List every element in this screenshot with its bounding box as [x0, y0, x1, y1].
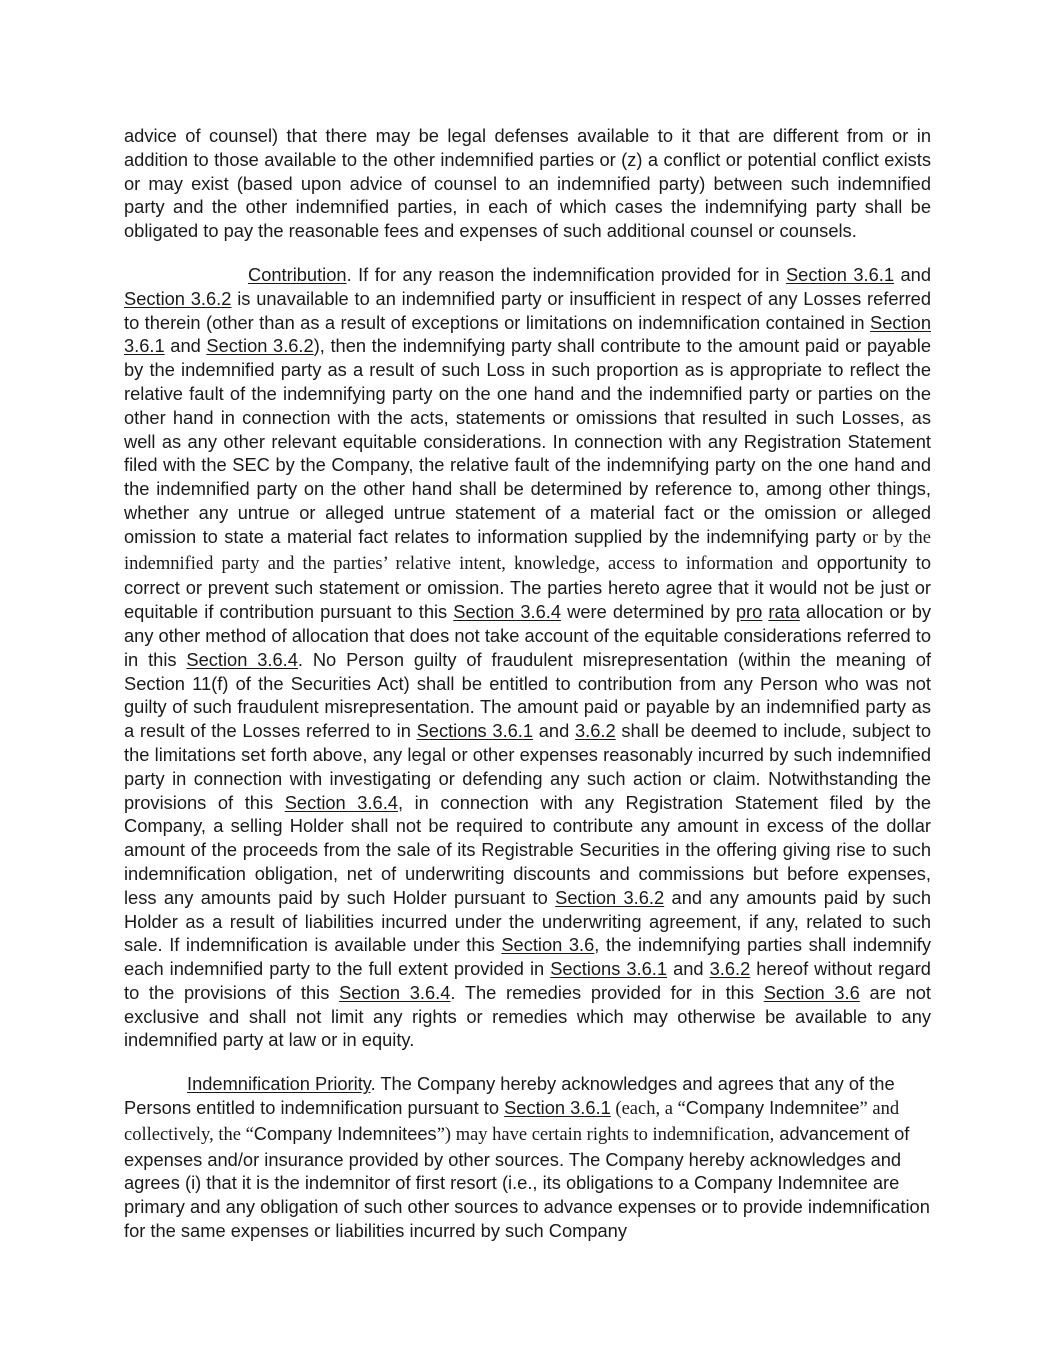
text-run: . No Person guilty of fraudulent misrepresentation (within the meaning of Section 11(f) of the Securities Act) shall be entitled to contribution from any Person who was not guilty of such fraudulent misrepresentation. The amount paid or payable by an indemnified party as a result of the Losses referred to in	[124, 648, 932, 742]
defined-term: Company Indemnitee	[685, 1097, 860, 1119]
text-run-serif: or by the indemnified party and the parties’ relative intent, knowledge, access to information and	[124, 527, 931, 574]
text-run: and	[533, 720, 575, 742]
text-run: , the indemnifying parties shall indemnify each indemnified party to the full extent provided in	[124, 934, 932, 980]
text-run: ), then the indemnifying party shall contribute to the amount paid or payable by the indemnified party as a result of such Loss in such proportion as is appropriate to reflect the relative fault of the indemnifying party on the one hand and the indemnified party or parties on the other hand in connection with the acts, statements or omissions that resulted in such Losses, as well as any other relevant equitable considerations. In connection with any Registration Statement filed with the SEC by the Company, the relative fault of the indemnifying party on the one hand and the indemnified party on the other hand shall be determined by reference to, among other things, whether any untrue or alleged untrue statement of a material fact or the omission or alleged omission to state a material fact relates to information supplied by the indemnifying party	[124, 335, 931, 547]
text-run: and any amounts paid by such Holder as a result of liabilities incurred under the underwriting agreement, if any, related to such sale. If indemnification is available under this	[124, 886, 931, 956]
section-ref-link: Section 3.6	[501, 934, 595, 956]
section-ref-link: Section 3.6	[763, 981, 860, 1003]
pro-term: pro	[735, 601, 763, 623]
section-ref-link: Section 3.6.4	[186, 648, 298, 670]
text-run: is unavailable to an indemnified party or insufficient in respect of any Losses referred to therein (other than as a result of exceptions or limitations on indemnification contained in	[124, 287, 932, 333]
text-run: are not exclusive and shall not limit any rights or remedies which may otherwise be available to any indemnified party at law or in equity.	[124, 981, 932, 1051]
paragraph-counsel	[124, 124, 931, 243]
rata-term: rata	[768, 601, 800, 623]
text-run: and	[164, 335, 207, 357]
text-run: opportunity to correct or prevent such statement or omission. The parties hereto agree that it would not be just or equitable if contribution pursuant to this	[124, 551, 931, 623]
section-ref-link: Section 3.6.2	[124, 287, 232, 309]
priority-heading: Indemnification Priority	[187, 1073, 371, 1095]
text-run: were determined by	[561, 601, 736, 623]
section-ref-link: Sections 3.6.1	[550, 958, 668, 980]
section-ref-link: Section 3.6.1	[504, 1097, 611, 1119]
section-ref-link: Section 3.6.4	[339, 981, 451, 1003]
section-ref-link: 3.6.2	[709, 958, 751, 980]
section-ref-link: Section 3.6.1	[785, 263, 895, 285]
text-run: and	[894, 263, 931, 285]
document-page	[124, 124, 931, 1243]
section-ref-link: Section 3.6.2	[206, 335, 314, 357]
text-run: . The Company hereby acknowledges and agrees that any of the Persons entitled to indemnification pursuant to	[124, 1073, 895, 1119]
defined-term: Company Indemnitees	[253, 1122, 437, 1144]
paragraph-contribution	[124, 263, 931, 1052]
text-run: allocation or by any other method of allocation that does not take account of the equitable considerations referred to in this	[124, 601, 932, 670]
contribution-heading: Contribution	[248, 263, 347, 285]
paragraph-counsel-text: advice of counsel) that there may be legal defenses available to it that are different from or in addition to those available to the other indemnified parties or (z) a conflict or potential conflict exists or may exist (based upon advice of counsel to an indemnified party) between such indemnified party and the other indemnified parties, in each of which cases the indemnifying party shall be obligated to pay the reasonable fees and expenses of such additional counsel or counsels.	[124, 125, 931, 242]
paragraph-indemnification-priority	[124, 1072, 931, 1243]
text-run: . The remedies provided for in this	[450, 981, 764, 1003]
text-run: and	[667, 958, 710, 980]
text-run: advancement of expenses and/or insurance provided by other sources. The Company hereby acknowledges and agrees (i) that it is the indemnitor of first resort (i.e., its obligations to a Company Indemnitee are primary and any obligation of such other sources to advance expenses or to provide indemnification for the same expenses or liabilities incurred by such Company	[124, 1122, 930, 1242]
section-ref-link: Section 3.6.1	[124, 311, 931, 357]
text-run: . If for any reason the indemnification provided for in	[346, 263, 786, 285]
text-run: shall be deemed to include, subject to the limitations set forth above, any legal or other expenses reasonably incurred by such indemnified party in connection with investigating or defending any such action or claim. Notwithstanding the provisions of this	[124, 720, 932, 813]
text-run-serif: (each, a “	[610, 1099, 686, 1120]
section-ref-link: Section 3.6.4	[453, 601, 562, 623]
section-ref-link: Section 3.6.2	[555, 886, 665, 908]
text-run-serif: ”) may have certain rights to indemnification,	[436, 1124, 775, 1145]
section-ref-link: Section 3.6.4	[284, 791, 398, 813]
text-run-serif: ” and collectively, the “	[124, 1099, 900, 1145]
section-ref-link: 3.6.2	[574, 720, 616, 742]
text-run: hereof without regard to the provisions of this	[124, 958, 931, 1003]
section-ref-link: Sections 3.6.1	[416, 720, 534, 742]
text-run: , in connection with any Registration Statement filed by the Company, a selling Holder shall not be required to contribute any amount in excess of the dollar amount of the proceeds from the sale of its Registrable Securities in the offering giving rise to such indemnification obligation, net of underwriting discounts and commissions but before expenses, less any amounts paid by such Holder pursuant to	[124, 791, 931, 908]
